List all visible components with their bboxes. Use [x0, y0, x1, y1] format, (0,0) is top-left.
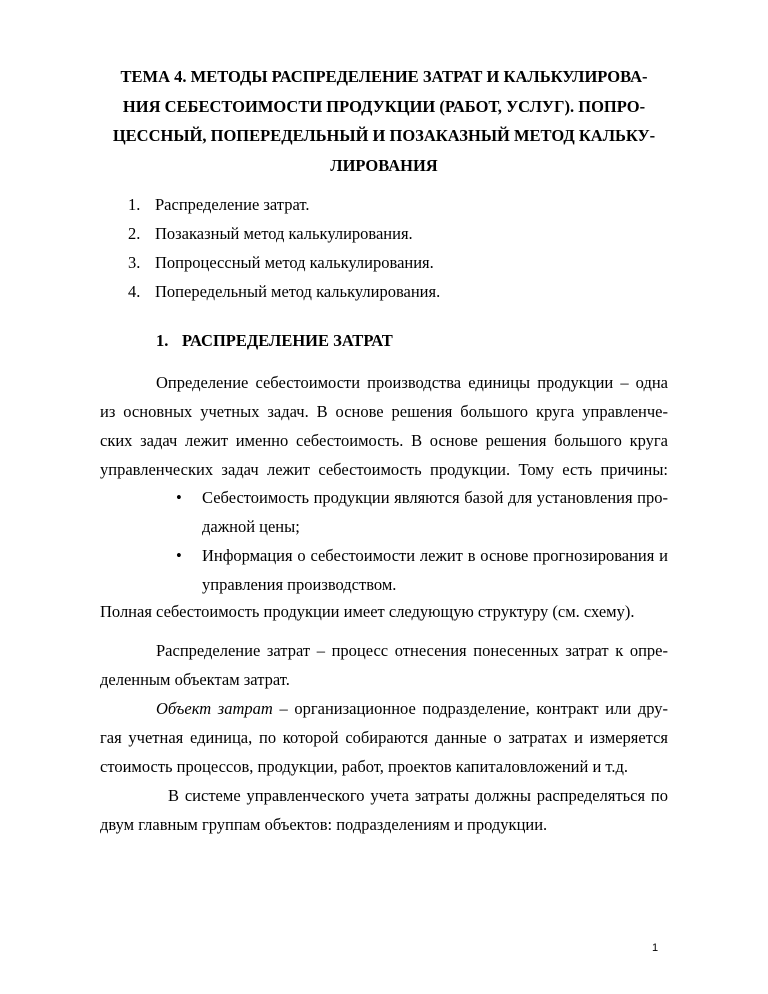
bullet-list	[176, 483, 668, 599]
bullet-item	[176, 483, 668, 541]
bullet-icon: •	[176, 488, 182, 507]
bullet-icon: •	[176, 546, 182, 565]
toc-number: 4.	[128, 282, 141, 301]
text-line: стоимость процессов, продукции, работ, проектов капиталовложений и т.д.	[100, 757, 629, 776]
text-line: Себестоимость продукции являются базой для установления про-	[202, 488, 668, 507]
section-number: 1.	[156, 331, 169, 350]
toc-text: Попередельный метод калькулирования.	[155, 282, 441, 301]
toc-text: Позаказный метод калькулирования.	[155, 224, 413, 243]
toc-item	[128, 190, 440, 219]
text-line: ских задач лежит именно себестоимость. В основе решения большого круга	[100, 431, 668, 450]
toc-item	[128, 219, 440, 248]
title-line: ЛИРОВАНИЯ	[330, 155, 438, 175]
bullet-item	[176, 541, 668, 599]
text-line: управления производством.	[202, 575, 397, 594]
title-line: ТЕМА 4. МЕТОДЫ РАСПРЕДЕЛЕНИЕ ЗАТРАТ И КАЛЬКУЛИРОВА-	[120, 67, 648, 86]
text-line: гая учетная единица, по которой собираются данные о затратах и измеряется	[100, 728, 668, 747]
text-line: Полная себестоимость продукции имеет следующую структуру (см. схему).	[100, 602, 635, 621]
text-line: В системе управленческого учета затраты должны распределяться по	[168, 786, 668, 805]
toc-number: 3.	[128, 253, 141, 272]
text-line: из основных учетных задач. В основе решения большого круга управленче-	[100, 402, 668, 421]
defined-term: Объект затрат	[156, 699, 273, 718]
text-line: дажной цены;	[202, 517, 300, 536]
paragraph-1	[100, 368, 668, 484]
toc-number: 1.	[128, 195, 141, 214]
toc-text: Распределение затрат.	[155, 195, 310, 214]
text-line: Распределение затрат – процесс отнесения понесенных затрат к опре-	[156, 641, 668, 660]
paragraph-3	[100, 636, 668, 694]
definition-text: – организационное подразделение, контракт или дру-	[272, 699, 668, 718]
title-line: НИЯ СЕБЕСТОИМОСТИ ПРОДУКЦИИ (РАБОТ, УСЛУГ). ПОПРО-	[122, 96, 646, 116]
paragraph-4	[100, 694, 668, 781]
toc-item	[128, 277, 440, 306]
page-number: 1	[652, 942, 659, 954]
text-line: двум главным группам объектов: подразделениям и продукции.	[100, 815, 548, 834]
section-title: РАСПРЕДЕЛЕНИЕ ЗАТРАТ	[182, 331, 393, 350]
toc-number: 2.	[128, 224, 141, 243]
page-title	[100, 62, 668, 180]
section-heading	[156, 331, 393, 351]
title-line: ЦЕССНЫЙ, ПОПЕРЕДЕЛЬНЫЙ И ПОЗАКАЗНЫЙ МЕТОД КАЛЬКУ-	[112, 126, 656, 145]
table-of-contents	[128, 190, 440, 306]
text-line	[100, 694, 668, 723]
text-line: управленческих задач лежит себестоимость продукции. Тому есть причины:	[100, 460, 668, 479]
text-line: Информация о себестоимости лежит в основе прогнозирования и	[202, 546, 668, 565]
paragraph-5	[100, 781, 668, 839]
text-line: деленным объектам затрат.	[100, 670, 290, 689]
toc-item	[128, 248, 440, 277]
paragraph-2	[100, 597, 668, 626]
toc-text: Попроцессный метод калькулирования.	[155, 253, 434, 272]
text-line: Определение себестоимости производства единицы продукции – одна	[156, 373, 668, 392]
